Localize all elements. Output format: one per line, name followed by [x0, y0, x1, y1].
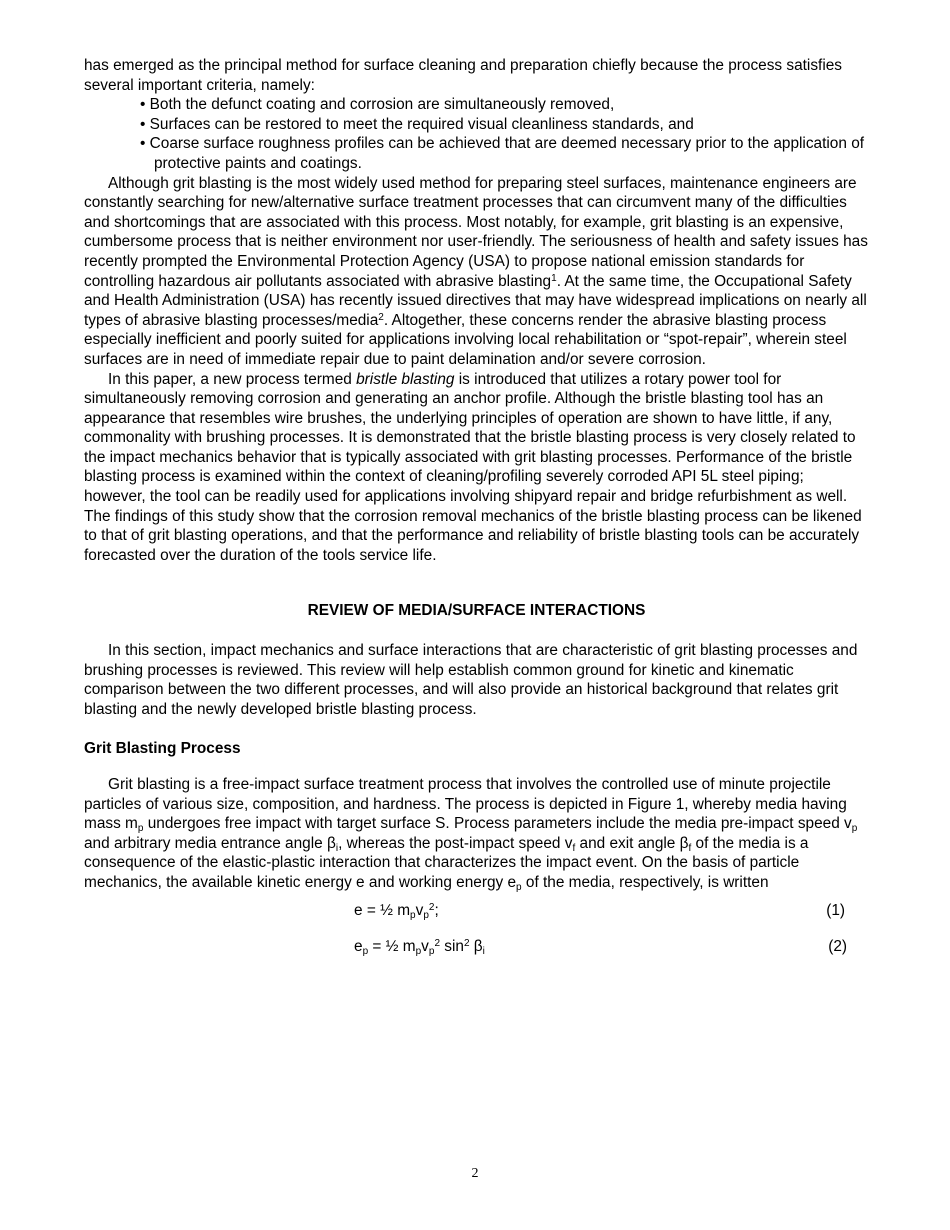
document-body — [84, 56, 869, 965]
equation-expression: e = ½ $m_pv_p^2$; — [354, 901, 439, 921]
subsection-heading: Grit Blasting Process — [84, 740, 241, 758]
footnote-ref: 1 — [551, 272, 557, 284]
criteria-list — [84, 95, 869, 173]
section-paragraph: In this section, impact mechanics and surface interactions that are characteristic of grit blasting processes and brushing processes is reviewed. This review will help establish common ground for kinetic and kinematic comparison between the two different processes, and will also provide an historical background that relates grit blasting and the newly developed bristle blasting process. — [84, 642, 858, 718]
equation-number: (2) — [828, 937, 847, 955]
paragraph-grit-blasting-issues: Although grit blasting is the most widely used method for preparing steel surfaces, maintenance engineers are constantly searching for new/alternative surface treatment processes that can circumvent many of the difficulties and shortcomings that are associated with this process. Most notably, for example, grit blasting is an expensive, cumbersome process that is neither environment nor user-friendly. The seriousness of health and safety issues has recently prompted the Environmental Protection Agency (USA) to propose national emission standards for controlling hazardous air pollutants associated with abrasive blasting$^1$. At the same time, the Occupational Safety and Health Administration (USA) has recently issued directives that may have widespread implications on nearly all types of abrasive blasting processes/media$^2$. Altogether, these concerns render the abrasive blasting process especially inefficient and poorly suited for applications involving local rehabilitation or “spot-repair”, wherein steel surfaces are in need of immediate repair due to paint delamination and/or severe corrosion. — [84, 174, 868, 368]
list-item: • Surfaces can be restored to meet the required visual cleanliness standards, and — [140, 115, 694, 133]
grit-blasting-paragraph: Grit blasting is a free-impact surface treatment process that involves the controlled use of minute projectile particles of various size, composition, and hardness. The process is depicted in Figure 1, whereby media having mass $m_p$ undergoes free impact with target surface S. Process parameters include the media pre-impact speed $v_p$ and arbitrary media entrance angle $\beta_i$, whereas the post-impact speed $v_f$ and exit angle $\beta_f$ of the media is a consequence of the elastic-plastic interaction that characterizes the impact event. On the basis of particle mechanics, the available kinetic energy e and working energy $e_p$ of the media, respectively, is written — [84, 776, 858, 893]
page-number: 2 — [471, 1166, 479, 1181]
equation-2 — [84, 929, 869, 965]
paragraph-bristle-blasting: In this paper, a new process termed bristle blasting is introduced that utilizes a rotary power tool for simultaneously removing corrosion and generating an anchor profile. Although the bristle blasting tool has an appearance that resembles wire brushes, the underlying principles of operation are shown to have little, if any, commonality with brushing processes. It is demonstrated that the bristle blasting process is very closely related to the impact mechanics behavior that is typically associated with grit blasting processes. Performance of the bristle blasting process is examined within the context of cleaning/profiling severely corroded API 5L steel piping; however, the tool can be readily used for applications involving shipyard repair and bridge refurbishment as well. The findings of this study show that the corrosion removal mechanics of the bristle blasting process can be likened to that of grit blasting operations, and that the performance and reliability of bristle blasting tools can be accurately forecasted over the duration of the tools service life. — [84, 370, 862, 564]
emphasis: bristle blasting — [356, 370, 455, 388]
intro-lead: has emerged as the principal method for surface cleaning and preparation chiefly because the process satisfies several important criteria, namely: — [84, 57, 842, 94]
footnote-ref: 2 — [378, 311, 384, 323]
list-item: • Coarse surface roughness profiles can be achieved that are deemed necessary prior to the application of protective paints and coatings. — [140, 135, 865, 172]
section-heading: REVIEW OF MEDIA/SURFACE INTERACTIONS — [307, 602, 646, 620]
equation-1 — [84, 893, 869, 929]
list-item: • Both the defunct coating and corrosion are simultaneously removed, — [140, 96, 615, 114]
equation-number: (1) — [826, 901, 845, 919]
equation-expression: $e_p$ = ½ $m_pv_p^2$ $\sin^2 \beta_i$ — [354, 937, 485, 957]
